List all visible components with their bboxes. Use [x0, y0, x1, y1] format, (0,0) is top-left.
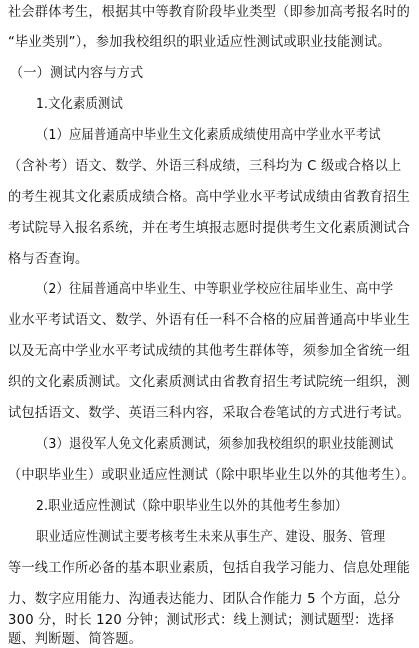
- paragraph-line-22: 题、判断题、简答题。: [8, 631, 142, 647]
- subsection-heading-2: 2.职业适应性测试（除中职毕业生以外的其他考生参加）: [36, 498, 348, 514]
- section-heading: （一）测试内容与方式: [10, 65, 144, 81]
- paragraph-line-5: （1）应届普通高中毕业生文化素质成绩使用高中学业水平考试: [36, 127, 381, 143]
- paragraph-line-16: （中职毕业生）或职业适应性测试（除中职毕业生以外的其他考生）。: [8, 467, 415, 483]
- paragraph-line-14: 试包括语文、数学、英语三科内容，采取合卷笔试的方式进行考试。: [8, 405, 410, 421]
- paragraph-line-7: 的考生视其文化素质成绩合格。高中学业水平考试成绩由省教育招生: [8, 189, 410, 205]
- paragraph-line-6: （含补考）语文、数学、外语三科成绩，三科均为 C 级或合格以上: [8, 158, 402, 174]
- subsection-heading-1: 1.文化素质测试: [36, 96, 123, 112]
- paragraph-line-18: 职业适应性测试主要考核考生未来从事生产、建设、服务、管理: [36, 529, 386, 545]
- paragraph-line-8: 考试院导入报名系统，并在考生填报志愿时提供考生文化素质测试合: [8, 220, 410, 236]
- paragraph-line-2: “毕业类别”），参加我校组织的职业适应性测试或职业技能测试。: [8, 34, 391, 50]
- paragraph-line-19: 等一线工作所必备的基本职业素质，包括自我学习能力、信息处理能: [8, 560, 410, 576]
- paragraph-line-20: 力、数字应用能力、沟通表达能力、团队合作能力 5 个方面，总分: [8, 591, 401, 607]
- paragraph-line-12: 以及无高中学业水平考试成绩的其他考生群体等，须参加全省统一组: [8, 343, 410, 359]
- paragraph-line-11: 业水平考试语文、数学、外语有任一科不合格的应届普通高中毕业生: [8, 312, 410, 328]
- paragraph-line-21: 300 分，时长 120 分钟；测试形式：线上测试；测试题型：选择: [8, 612, 395, 628]
- paragraph-line-9: 格与否查询。: [8, 251, 89, 267]
- paragraph-line-10: （2）往届普通高中毕业生、中等职业学校应往届毕业生、高中学: [36, 281, 394, 297]
- paragraph-line-15: （3）退役军人免文化素质测试，须参加我校组织的职业技能测试: [36, 436, 394, 452]
- paragraph-line-1: 社会群体考生，根据其中等教育阶段毕业类型（即参加高考报名时的: [8, 4, 410, 20]
- paragraph-line-13: 织的文化素质测试。文化素质测试由省教育招生考试院统一组织，测: [8, 374, 410, 390]
